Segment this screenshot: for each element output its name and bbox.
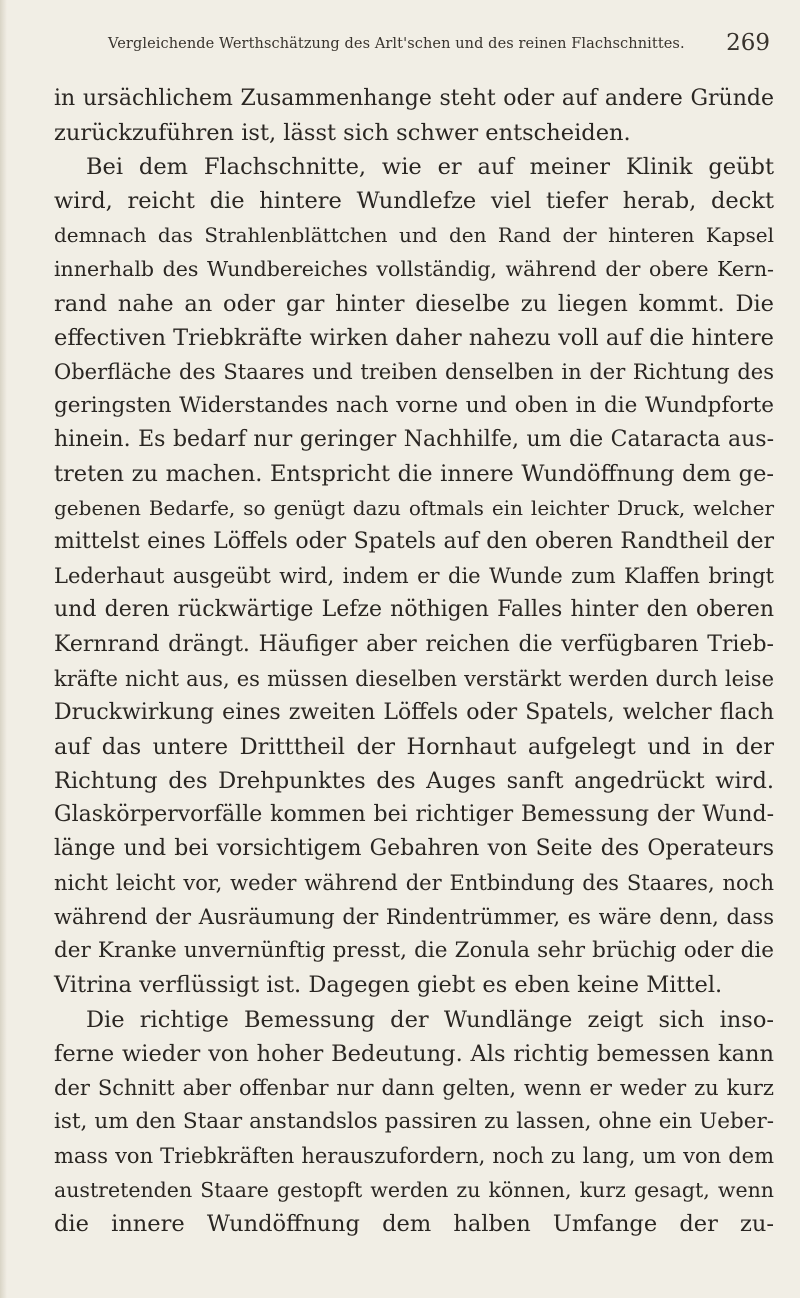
text-line: und deren rückwärtige Lefze nöthigen Falles hinter den oberen xyxy=(54,597,774,623)
text-line: Lederhaut ausgeübt wird, indem er die Wunde zum Klaffen bringt xyxy=(54,564,774,589)
text-line: Bei dem Flachschnitte, wie er auf meiner Klinik geübt xyxy=(86,154,774,181)
body-text xyxy=(54,82,774,1241)
text-line: Glaskörpervorfälle kommen bei richtiger Bemessung der Wund- xyxy=(54,801,774,827)
running-title: Vergleichende Werthschätzung des Arlt'schen und des reinen Flachschnittes. xyxy=(108,36,685,52)
text-line: effectiven Triebkräfte wirken daher nahezu voll auf die hintere xyxy=(54,324,774,351)
text-line: Vitrina verflüssigt ist. Dagegen giebt es eben keine Mittel. xyxy=(54,972,723,999)
text-line: ferne wieder von hoher Bedeutung. Als richtig bemessen kann xyxy=(54,1040,774,1067)
text-line: geringsten Widerstandes nach vorne und oben in die Wundpforte xyxy=(54,392,774,418)
page-number: 269 xyxy=(726,30,770,56)
text-line: kräfte nicht aus, es müssen dieselben verstärkt werden durch leise xyxy=(54,666,774,691)
text-line: mittelst eines Löffels oder Spatels auf den oberen Randtheil der xyxy=(54,529,774,555)
text-line: hinein. Es bedarf nur geringer Nachhilfe, um die Cataracta aus- xyxy=(54,426,774,452)
text-line: Richtung des Drehpunktes des Auges sanft angedrückt wird. xyxy=(54,767,774,794)
text-line: gebenen Bedarfe, so genügt dazu oftmals ein leichter Druck, welcher xyxy=(54,496,774,521)
text-line: treten zu machen. Entspricht die innere Wundöffnung dem ge- xyxy=(54,461,774,488)
text-line: auf das untere Dritttheil der Hornhaut aufgelegt und in der xyxy=(54,733,774,760)
text-line: der Schnitt aber offenbar nur dann gelten, wenn er weder zu kurz xyxy=(54,1075,774,1100)
text-line: Die richtige Bemessung der Wundlänge zeigt sich inso- xyxy=(86,1006,774,1033)
text-line: in ursächlichem Zusammenhange steht oder auf andere Gründe xyxy=(54,86,774,111)
text-line: länge und bei vorsichtigem Gebahren von Seite des Operateurs xyxy=(54,836,774,862)
page-gutter-shadow xyxy=(0,0,7,1298)
text-line: innerhalb des Wundbereiches vollständig, während der obere Kern- xyxy=(54,257,774,282)
text-line: austretenden Staare gestopft werden zu können, kurz gesagt, wenn xyxy=(54,1178,774,1202)
text-line: der Kranke unvernünftig presst, die Zonula sehr brüchig oder die xyxy=(54,938,774,964)
text-line: mass von Triebkräften herauszufordern, noch zu lang, um von dem xyxy=(54,1143,774,1168)
text-line: demnach das Strahlenblättchen und den Rand der hinteren Kapsel xyxy=(54,223,774,248)
text-line: zurückzuführen ist, lässt sich schwer entscheiden. xyxy=(54,120,631,147)
text-line: die innere Wundöffnung dem halben Umfange der zu- xyxy=(54,1211,774,1238)
text-line: rand nahe an oder gar hinter dieselbe zu liegen kommt. Die xyxy=(54,290,774,317)
text-line: Kernrand drängt. Häufiger aber reichen die verfügbaren Trieb- xyxy=(54,631,774,657)
text-line: Druckwirkung eines zweiten Löffels oder Spatels, welcher flach xyxy=(54,699,774,725)
text-line: ist, um den Staar anstandslos passiren zu lassen, ohne ein Ueber- xyxy=(54,1108,774,1134)
page-header xyxy=(108,22,770,62)
text-line: Oberfläche des Staares und treiben denselben in der Richtung des xyxy=(54,359,774,384)
text-line: nicht leicht vor, weder während der Entbindung des Staares, noch xyxy=(54,871,774,896)
text-line: während der Ausräumung der Rindentrümmer, es wäre denn, dass xyxy=(54,905,774,930)
text-line: wird, reicht die hintere Wundlefze viel tiefer herab, deckt xyxy=(54,188,774,215)
